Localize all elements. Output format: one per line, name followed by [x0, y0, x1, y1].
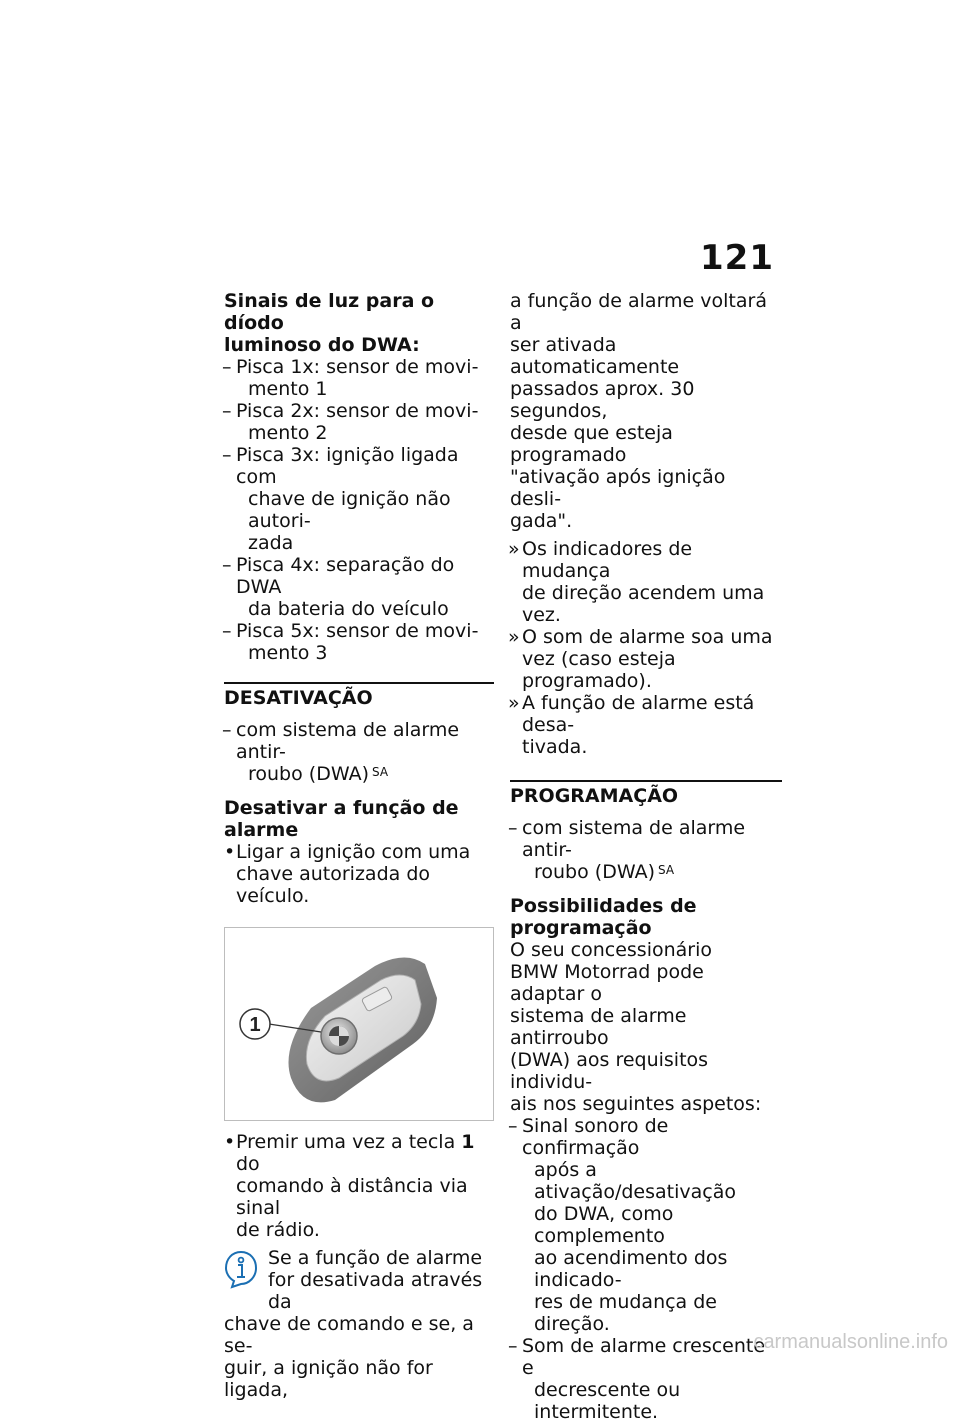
dash-marker: –	[222, 400, 232, 422]
signals-heading: Sinais de luz para o díodo luminoso do DWA:	[224, 290, 435, 356]
info-note: Se a função de alarme for desativada através da chave de comando e se, a se- guir, a ignição não for ligada,	[224, 1247, 483, 1401]
sa-superscript: SA	[372, 765, 389, 779]
callout-label: 1	[249, 1014, 261, 1036]
left-column	[224, 290, 494, 1401]
result-marker: »	[508, 538, 520, 560]
result-item: » Os indicadores de mudança de direção acendem uma vez.	[508, 538, 765, 626]
result-item: » A função de alarme está desa- tivada.	[508, 692, 755, 758]
list-item: – Som de alarme crescente e decrescente ou intermitente.	[508, 1335, 766, 1423]
note-continuation: a função de alarme voltará a ser ativada automaticamente passados aprox. 30 segundos, desde que esteja programado "ativação após ignição desli- gada".	[510, 290, 767, 532]
list-item: – Pisca 4x: separação do DWA da bateria do veículo	[222, 554, 455, 620]
dash-marker: –	[222, 620, 232, 642]
section-title-programming: PROGRAMAÇÃO	[510, 780, 782, 807]
dash-marker: –	[508, 1115, 518, 1137]
key-fob-illustration	[225, 928, 493, 1120]
dash-marker: –	[222, 356, 232, 378]
dash-marker: –	[222, 554, 232, 576]
section-title-deactivation: DESATIVAÇÃO	[224, 682, 494, 709]
key-fob-figure	[224, 927, 494, 1121]
sub-heading-programming: Possibilidades de programação	[510, 895, 697, 939]
step-item: • Premir uma vez a tecla 1 do comando à distância via sinal de rádio.	[224, 1131, 475, 1241]
result-marker: »	[508, 626, 520, 648]
requirement-item: – com sistema de alarme antir- roubo (DWA) $^{SA}$	[222, 719, 460, 785]
step-item: • Ligar a ignição com uma chave autorizada do veículo.	[224, 841, 471, 907]
list-item: – Pisca 2x: sensor de movi- mento 2	[222, 400, 479, 444]
bullet-marker: •	[224, 1131, 236, 1153]
page-number: 121	[700, 238, 774, 278]
result-marker: »	[508, 692, 520, 714]
programming-description: O seu concessionário BMW Motorrad pode adaptar o sistema de alarme antirroubo (DWA) aos requisitos individu- ais nos seguintes aspetos:	[510, 939, 762, 1115]
dash-marker: –	[508, 817, 518, 839]
dash-marker: –	[222, 444, 232, 466]
signals-list	[224, 356, 494, 664]
bullet-marker: •	[224, 841, 236, 863]
list-item: – Sinal sonoro de confirmação após a ativação/desativação do DWA, como complemento ao acendimento dos indicado- res de mudança de direção.	[508, 1115, 736, 1335]
right-column	[510, 290, 782, 1423]
result-item: » O som de alarme soa uma vez (caso esteja programado).	[508, 626, 773, 692]
list-item: – Pisca 1x: sensor de movi- mento 1	[222, 356, 479, 400]
sub-heading-deactivate: Desativar a função de alarme	[224, 797, 459, 841]
sa-superscript: SA	[658, 863, 675, 877]
dash-marker: –	[508, 1335, 518, 1357]
dash-marker: –	[222, 719, 232, 741]
info-icon	[224, 1249, 258, 1289]
list-item: – Pisca 3x: ignição ligada com chave de ignição não autori- zada	[222, 444, 459, 554]
requirement-item: – com sistema de alarme antir- roubo (DWA) $^{SA}$	[508, 817, 746, 883]
watermark: carmanualsonline.info	[753, 1331, 948, 1353]
list-item: – Pisca 5x: sensor de movi- mento 3	[222, 620, 479, 664]
